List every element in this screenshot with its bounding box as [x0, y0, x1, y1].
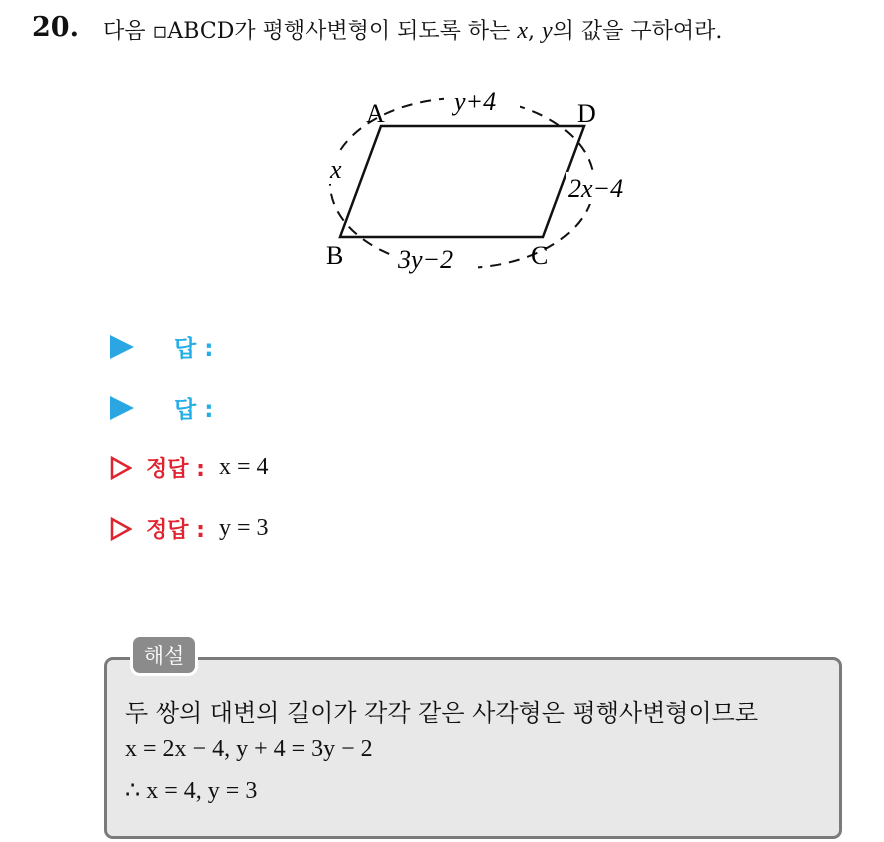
explanation-line-2: x = 2x − 4, y + 4 = 3y − 2 — [125, 736, 373, 762]
correct-row-2 — [110, 513, 269, 544]
vertex-b-label: B — [326, 241, 344, 270]
correct-row-1 — [110, 452, 269, 483]
side-ad-label: y+4 — [454, 87, 497, 116]
correct-value-1: x = 4 — [218, 454, 269, 480]
question-number: 20. — [32, 12, 79, 43]
vertex-a-label: A — [366, 99, 385, 128]
answer-row-2 — [110, 391, 213, 424]
correct-value-2: y = 3 — [218, 515, 269, 541]
correct-label-1: 정답 : — [146, 457, 205, 482]
explanation-tag: 해설 — [130, 634, 198, 676]
parallelogram-shape — [340, 126, 584, 237]
vertex-c-label: C — [531, 241, 549, 270]
side-dc-label: 2x−4 — [568, 174, 624, 203]
question-text-after: 의 값을 구하여라. — [552, 19, 723, 44]
side-ab-label: x — [330, 155, 342, 184]
answer-row-1 — [110, 330, 213, 363]
side-bc-label: 3y−2 — [398, 245, 454, 274]
answer-marker-icon — [110, 396, 134, 420]
correct-marker-icon — [110, 517, 132, 541]
question-sep: , — [528, 19, 542, 44]
answer-marker-icon — [110, 335, 134, 359]
answer-label-1: 답 : — [174, 336, 214, 362]
question-text-before: 다음 ▫ABCD가 평행사변형이 되도록 하는 — [103, 19, 518, 44]
explanation-line-3: ∴ x = 4, y = 3 — [125, 778, 258, 804]
question-var-x: x — [517, 18, 528, 44]
explanation-line-1: 두 쌍의 대변의 길이가 각각 같은 사각형은 평행사변형이므로 — [125, 699, 759, 727]
correct-marker-icon — [110, 456, 132, 480]
vertex-d-label: D — [577, 99, 596, 128]
question-var-y: y — [542, 18, 553, 44]
parallelogram-figure — [0, 0, 884, 300]
correct-label-2: 정답 : — [146, 518, 205, 543]
answer-label-2: 답 : — [174, 397, 214, 423]
